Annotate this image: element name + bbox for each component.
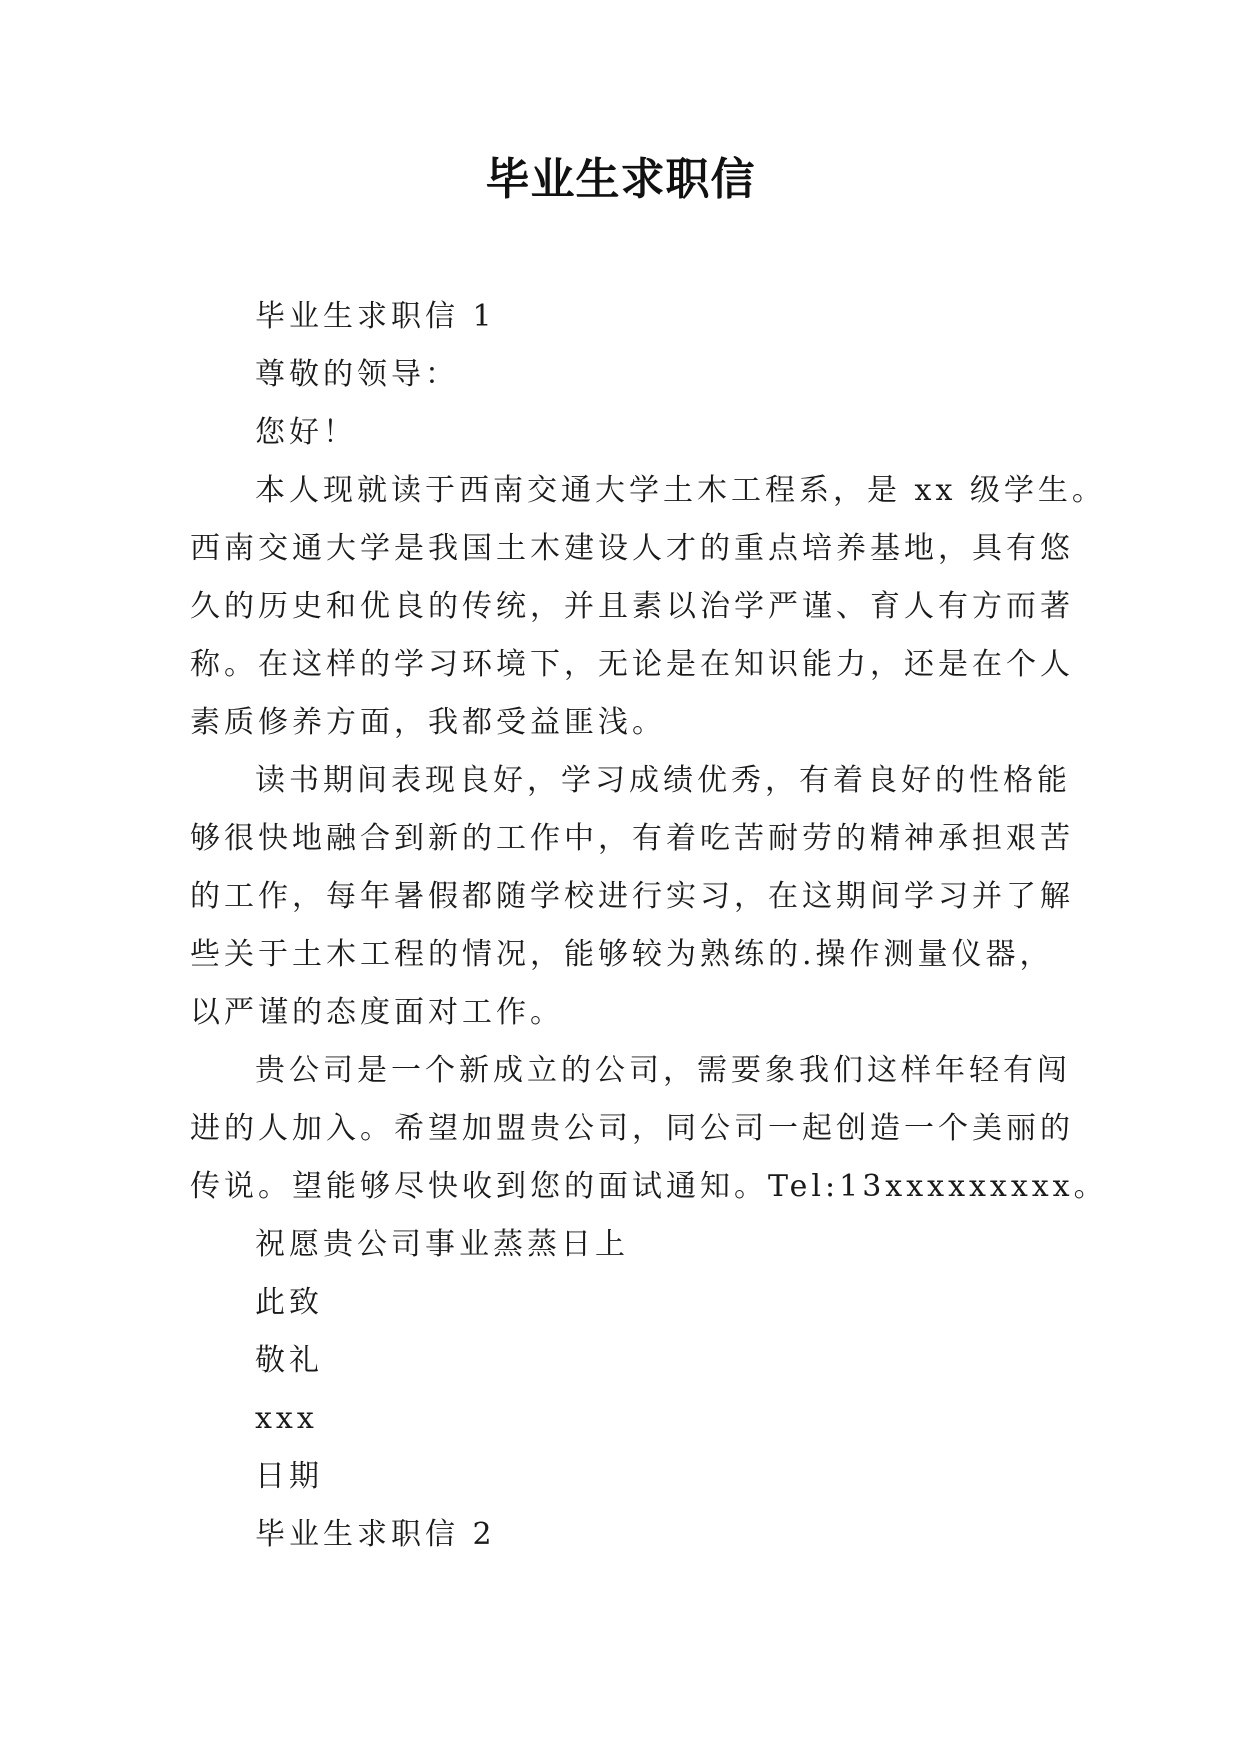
greeting: 您好！ (255, 415, 357, 450)
paragraph-line: 够很快地融合到新的工作中，有着吃苦耐劳的精神承担艰苦 (190, 821, 1074, 856)
document-title: 毕业生求职信 (485, 154, 756, 205)
paragraph-line: 贵公司是一个新成立的公司，需要象我们这样年轻有闯 (255, 1053, 1071, 1088)
letter-body (190, 288, 1108, 1564)
paragraph-line: 素质修养方面，我都受益匪浅。 (190, 705, 666, 740)
paragraph-line: 称。在这样的学习环境下，无论是在知识能力，还是在个人 (190, 647, 1074, 682)
signature-date: 日期 (255, 1459, 323, 1494)
paragraph-line: 西南交通大学是我国土木建设人才的重点培养基地，具有悠 (190, 531, 1074, 566)
paragraph-line: 些关于土木工程的情况，能够较为熟练的.操作测量仪器， (190, 937, 1054, 972)
paragraph-line: 久的历史和优良的传统，并且素以治学严谨、育人有方而著 (190, 589, 1074, 624)
salutation: 尊敬的领导： (255, 357, 459, 392)
closing-salute: 敬礼 (255, 1343, 323, 1378)
paragraph-line: 的工作，每年暑假都随学校进行实习，在这期间学习并了解 (190, 879, 1074, 914)
closing-wish: 祝愿贵公司事业蒸蒸日上 (255, 1227, 629, 1262)
paragraph-line: 本人现就读于西南交通大学土木工程系，是 xx 级学生。 (255, 473, 1106, 508)
paragraph-line: 读书期间表现良好，学习成绩优秀，有着良好的性格能 (255, 763, 1071, 798)
paragraph-line: 进的人加入。希望加盟贵公司，同公司一起创造一个美丽的 (190, 1111, 1074, 1146)
signature-name: xxx (255, 1401, 318, 1436)
section-heading: 毕业生求职信 2 (255, 1517, 496, 1552)
section-heading: 毕业生求职信 1 (255, 299, 496, 334)
paragraph-line: 传说。望能够尽快收到您的面试通知。Tel:13xxxxxxxxx。 (190, 1169, 1108, 1204)
paragraph-line: 以严谨的态度面对工作。 (190, 995, 564, 1030)
closing-phrase: 此致 (255, 1285, 323, 1320)
